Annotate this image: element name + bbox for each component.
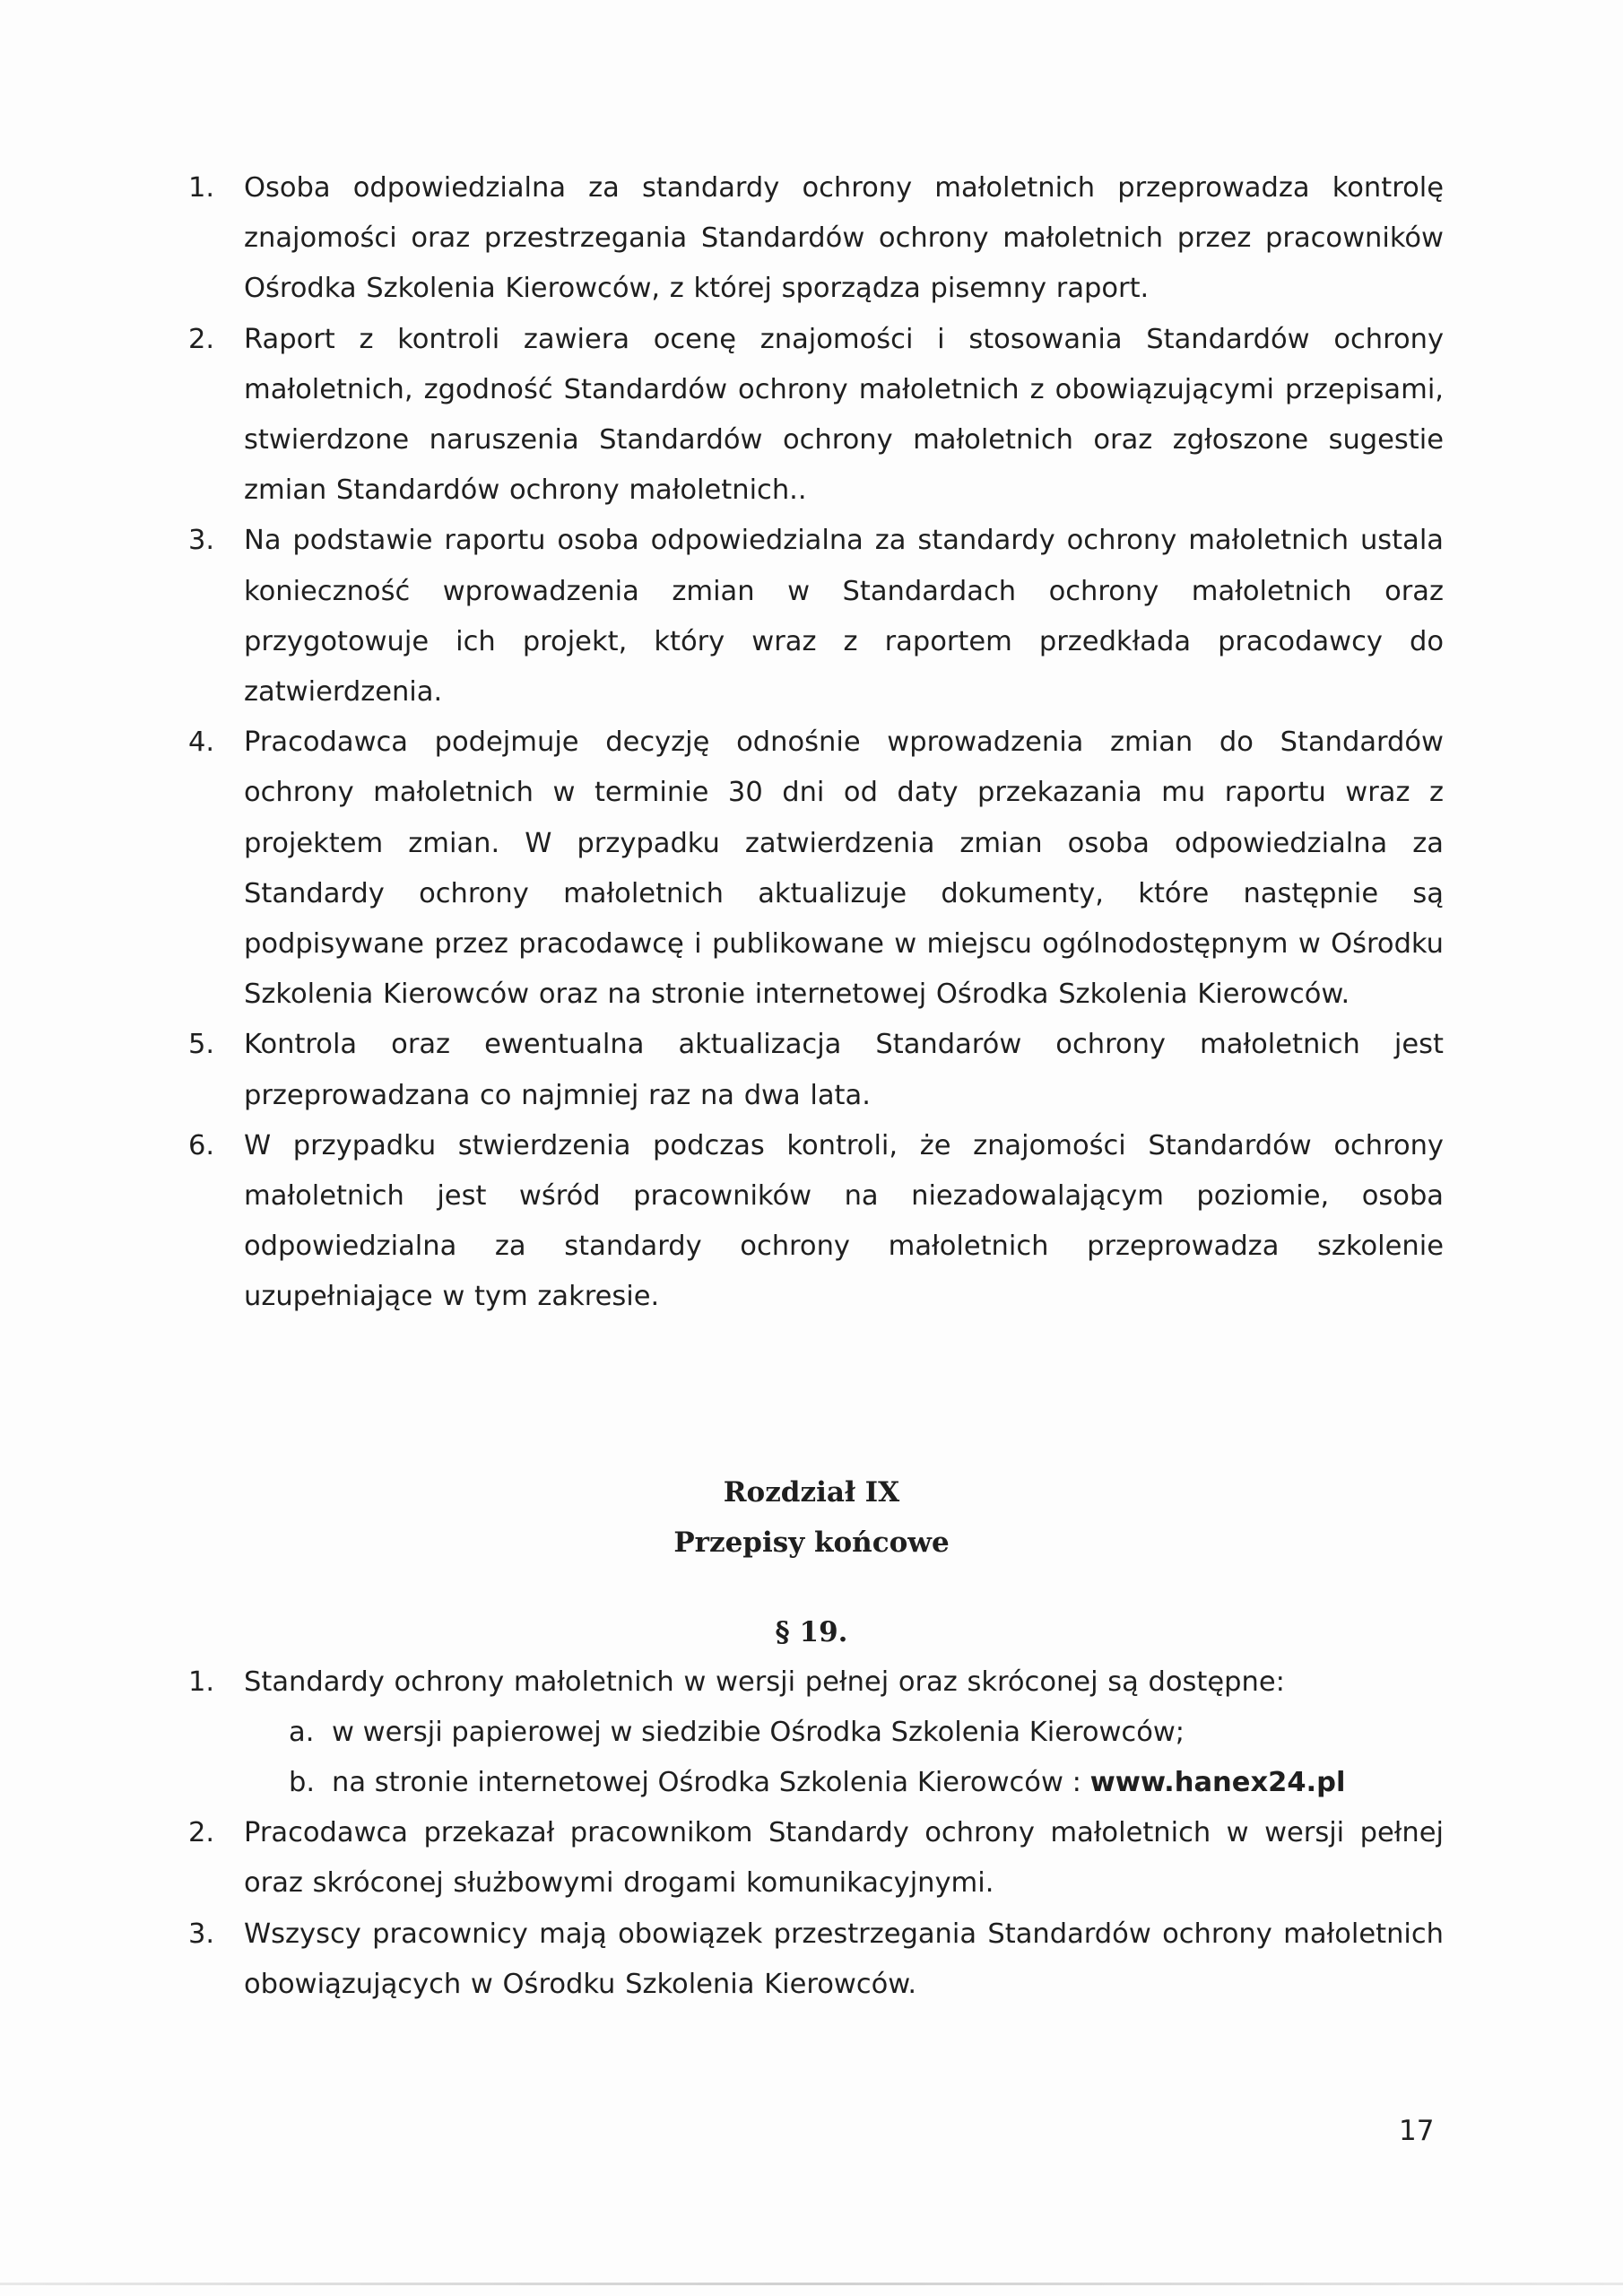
list-item [188, 315, 1444, 517]
sub-item-letter: b. [289, 1767, 316, 1799]
chapter-subtitle: Przepisy końcowe [673, 1526, 950, 1559]
item-number: 6. [188, 1129, 215, 1161]
list-item [188, 718, 1444, 1020]
item-text: W przypadku stwierdzenia podczas kontroli, że znajomości Standardów ochrony małoletnich jest wśród pracowników na niezadowalającym poziomie, osoba odpowiedzialna za standardy ochrony małoletnich przeprowadza szkolenie uzupełniające w tym zakresie. [244, 1129, 1444, 1313]
item-text: Na podstawie raportu osoba odpowiedzialna za standardy ochrony małoletnich ustala konieczność wprowadzenia zmian w Standardach ochrony małoletnich oraz przygotowuje ich projekt, który wraz z raportem przedkłada pracodawcy do zatwierdzenia. [244, 525, 1444, 709]
website-link[interactable]: www.hanex24.pl [1089, 1767, 1346, 1799]
control-provisions-list [188, 163, 1444, 1323]
item-number: 3. [188, 1918, 215, 1950]
item-text: Pracodawca przekazał pracownikom Standardy ochrony małoletnich w wersji pełnej oraz skróconej służbowymi drogami komunikacyjnymi. [244, 1817, 1444, 1900]
item-text: Osoba odpowiedzialna za standardy ochrony małoletnich przeprowadza kontrolę znajomości oraz przestrzegania Standardów ochrony małoletnich przez pracowników Ośrodka Szkolenia Kierowców, z której sporządza pisemny raport. [244, 172, 1444, 305]
sub-list-item [188, 1708, 1444, 1758]
chapter-title: Rozdział IX [723, 1476, 900, 1509]
item-text: Kontrola oraz ewentualna aktualizacja Standarów ochrony małoletnich jest przeprowadzana co najmniej raz na dwa lata. [244, 1029, 1444, 1111]
final-provisions-list [188, 1657, 1444, 2010]
page-number: 17 [1399, 2115, 1435, 2147]
item-number: 2. [188, 1817, 215, 1849]
list-item [188, 1657, 1444, 1708]
item-number: 5. [188, 1029, 215, 1061]
sub-item-text: na stronie internetowej Ośrodka Szkolenia Kierowców : [332, 1767, 1090, 1799]
paragraph-heading: § 19. [775, 1616, 848, 1648]
list-item [188, 1020, 1444, 1120]
list-item [188, 163, 1444, 315]
item-text: Wszyscy pracownicy mają obowiązek przestrzegania Standardów ochrony małoletnich obowiązujących w Ośrodku Szkolenia Kierowców. [244, 1918, 1444, 2000]
sub-list-item [188, 1758, 1444, 1808]
item-number: 1. [188, 172, 215, 204]
sub-item-letter: a. [289, 1717, 315, 1749]
list-item [188, 1808, 1444, 1909]
item-number: 4. [188, 726, 215, 759]
list-item [188, 1121, 1444, 1323]
item-number: 1. [188, 1666, 215, 1698]
sub-item-text: w wersji papierowej w siedzibie Ośrodka Szkolenia Kierowców; [332, 1717, 1185, 1749]
scan-edge-divider [0, 2283, 1623, 2285]
item-text: Pracodawca podejmuje decyzję odnośnie wprowadzenia zmian do Standardów ochrony małoletnich w terminie 30 dni od daty przekazania mu raportu wraz z projektem zmian. W przypadku zatwierdzenia zmian osoba odpowiedzialna za Standardy ochrony małoletnich aktualizuje dokumenty, które następnie są podpisywane przez pracodawcę i publikowane w miejscu ogólnodostępnym w Ośrodku Szkolenia Kierowców oraz na stronie internetowej Ośrodka Szkolenia Kierowców. [244, 726, 1444, 1011]
item-text: Standardy ochrony małoletnich w wersji pełnej oraz skróconej są dostępne: [244, 1666, 1285, 1698]
list-item [188, 1909, 1444, 2010]
item-number: 3. [188, 525, 215, 557]
item-text: Raport z kontroli zawiera ocenę znajomości i stosowania Standardów ochrony małoletnich, zgodność Standardów ochrony małoletnich z obowiązującymi przepisami, stwierdzone naruszenia Standardów ochrony małoletnich oraz zgłoszone sugestie zmian Standardów ochrony małoletnich.. [244, 323, 1444, 507]
list-item [188, 516, 1444, 718]
item-number: 2. [188, 323, 215, 355]
